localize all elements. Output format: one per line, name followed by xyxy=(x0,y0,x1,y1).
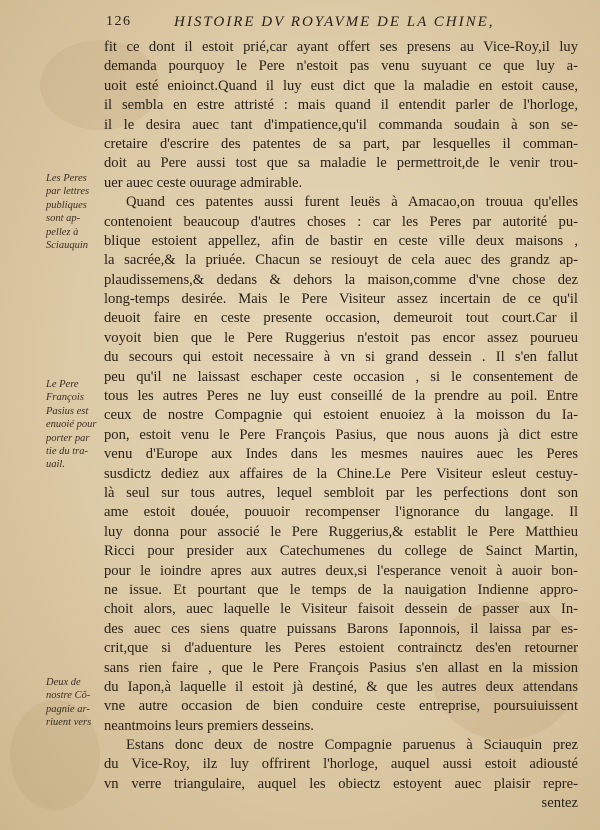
text-line: contenoient beaucoup d'autres choses : car les Peres par autorité pu- xyxy=(104,213,578,230)
text-line: blique estoient appellez, afin de bastir en ceste ville deux maisons , xyxy=(104,232,578,249)
text-line: pour le ioindre apres aux autres deux,si l'esperance venoit à auoir bon- xyxy=(104,562,578,579)
text-line: vne autre occasion de bien conduire ceste entreprise, poursuiuissent xyxy=(104,698,578,715)
margin-note-line: Les Peres xyxy=(46,173,87,184)
margin-note-line: uail. xyxy=(46,459,65,471)
page-header xyxy=(106,14,576,34)
margin-note-line: tie du tra- xyxy=(46,446,88,458)
text-line: ne issue. Et pourtant que le temps de la nauigation Indienne appro- xyxy=(104,581,578,598)
text-line: il le desira auec tant d'impatience,qu'il commanda soudain à son se- xyxy=(104,116,578,133)
text-line: du Iapon,à laquelle il estoit jà destiné, & que les autres deux attendans xyxy=(104,678,578,695)
text-line: crit,que si d'aduenture les Peres estoient contrainctz des'en retourner xyxy=(104,640,578,657)
margin-note-line: Deux de xyxy=(46,677,81,688)
text-line: deuoit faire en ceste presente occasion, demeuroit tout court.Car il xyxy=(104,310,578,327)
text-line: luy donna pour associé le Pere Ruggerius,& establit le Pere Matthieu xyxy=(104,523,578,540)
text-line: sans rien faire , que le Pere François Pasius s'en allast en la mission xyxy=(104,659,578,676)
margin-note-line: sont ap- xyxy=(46,213,81,225)
margin-note-line: publiques xyxy=(46,199,87,211)
text-line: susdictz dediez aux affaires de la Chine.Le Pere Visiteur esleut cestuy- xyxy=(104,465,578,482)
margin-note-line: nostre Cõ- xyxy=(46,690,91,702)
text-line: Ricci pour presider aux Catechumenes du college de Sainct Martin, xyxy=(104,543,578,560)
text-line: tous les autres Peres ne luy eust conseillé de la prendre au poil. Entre xyxy=(104,388,578,405)
text-line: ame estoit douée, pouuoir recompenser l'ignorance du langage. Il xyxy=(104,504,578,521)
text-line: là seul sur tous autres, lequel sembloit par les perfections dont son xyxy=(104,484,578,501)
margin-note-line: pellez à xyxy=(46,226,79,238)
margin-note-line: Pasius est xyxy=(46,405,89,417)
margin-note-line: porter par xyxy=(46,432,90,444)
margin-note-line: riuent vers xyxy=(46,717,92,729)
body-text xyxy=(104,38,578,814)
margin-note-line: François xyxy=(46,392,84,404)
text-line: pon, estoit venu le Pere François Pasius, que nous auons jà dict estre xyxy=(104,426,578,443)
running-title: HISTOIRE DV ROYAVME DE LA CHINE, xyxy=(174,14,495,30)
text-line: fit ce dont il estoit prié,car ayant offert ses presens au Vice-Roy,il luy xyxy=(104,39,578,55)
text-line: peu qu'il ne laissast eschaper ceste occasion , si le consentement de xyxy=(104,368,578,385)
margin-note-line: Sciauquin xyxy=(46,240,88,252)
margin-note xyxy=(46,676,104,730)
text-line: voyoit bien que le Pere Ruggerius n'estoit pas encor assez pourueu xyxy=(104,329,578,346)
text-line: Estans donc deux de nostre Compagnie paruenus à Sciauquin prez xyxy=(126,737,578,754)
text-line: doit au Pere aussi tost que sa maladie le permettroit,de le venir trou- xyxy=(104,155,578,172)
text-line: ceux de nostre Compagnie qui estoient enuoiez à la moisson du Ia- xyxy=(104,407,578,424)
catchword: sentez xyxy=(541,795,578,812)
text-line: vn verre triangulaire, auquel les obiectz estoyent auec plaisir repre- xyxy=(104,775,578,792)
margin-note xyxy=(46,378,104,472)
text-line: la sacrée,& la priuée. Chacun se resiouyt de cela auec des grandz ap- xyxy=(104,252,578,269)
text-line: il sembla en estre attristé : mais quand il entendit parler de l'horloge, xyxy=(104,97,578,114)
text-line: plaudissemens,& dedans & dehors la maison,comme d'vne chose dez xyxy=(104,271,578,288)
text-line: demanda pourquoy le Pere n'estoit pas venu suyuant ce que luy a- xyxy=(104,58,578,75)
text-line: venu d'Europe aux Indes dans les mesmes nauires auec les Peres xyxy=(104,446,578,463)
text-line: neantmoins leurs premiers desseins. xyxy=(104,717,314,734)
text-line: du secours qui estoit necessaire à vn si grand dessein . Il s'en fallut xyxy=(104,349,578,366)
page-number: 126 xyxy=(106,14,132,29)
margin-note-line: pagnie ar- xyxy=(46,703,90,715)
margin-note xyxy=(46,172,104,252)
margin-note-line: par lettres xyxy=(46,186,90,198)
margin-note-line: Le Pere xyxy=(46,379,79,390)
text-line: des auec ces siens quatre puissans Barons Iaponnois, il laissa par es- xyxy=(104,620,578,637)
margin-note-line: enuoié pour xyxy=(46,419,97,431)
text-line: du Vice-Roy, ilz luy offrirent l'horloge, auquel aussi estoit adiousté xyxy=(104,756,578,773)
text-line: choit alors, auec laquelle le Visiteur faisoit dessein de passer aux In- xyxy=(104,601,578,618)
text-line: uer auec ceste ouurage admirable. xyxy=(104,174,303,191)
text-line: long-temps desirée. Mais le Pere Visiteur assez incertain de ce qu'il xyxy=(104,291,578,308)
text-line: cretaire d'escrire des patentes de sa part, par lesquelles il comman- xyxy=(104,135,578,152)
text-line: Quand ces patentes aussi furent leuës à Amacao,on trouua qu'elles xyxy=(126,194,578,211)
text-line: uoit esté enioinct.Quand il luy eust dict que la maladie en estoit cause, xyxy=(104,77,578,94)
